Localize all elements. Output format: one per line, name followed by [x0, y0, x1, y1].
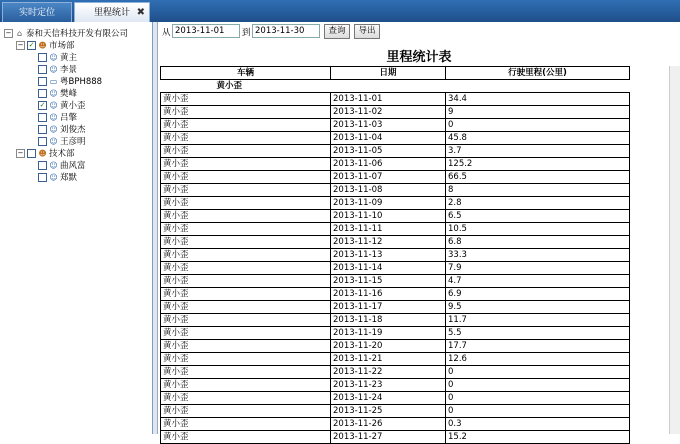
tree-node-member[interactable]: [38, 52, 77, 64]
vehicle-cell: 黄小歪: [161, 132, 331, 145]
table-row: [161, 327, 630, 340]
tab-bar: [0, 0, 680, 22]
table-row: [161, 431, 630, 444]
to-label: 到: [242, 28, 251, 38]
date-cell: 2013-11-12: [331, 236, 446, 249]
date-cell: 2013-11-15: [331, 275, 446, 288]
person-icon: ☺: [49, 53, 58, 62]
date-cell: 2013-11-16: [331, 288, 446, 301]
tree-label: 曲风富: [60, 161, 86, 171]
date-cell: 2013-11-02: [331, 106, 446, 119]
mileage-cell: 0: [446, 119, 630, 132]
mileage-cell: 7.9: [446, 262, 630, 275]
table-row: [161, 249, 630, 262]
person-icon: ☺: [49, 137, 58, 146]
collapse-icon[interactable]: −: [5, 29, 12, 37]
mileage-cell: 15.2: [446, 431, 630, 444]
date-cell: 2013-11-11: [331, 223, 446, 236]
vehicle-cell: 黄小歪: [161, 106, 331, 119]
tree-node-member[interactable]: [38, 64, 77, 76]
empty-cell: [446, 80, 630, 93]
mileage-cell: 8: [446, 184, 630, 197]
from-date-input[interactable]: 2013-11-01: [172, 24, 240, 38]
tree-label: 刘俊杰: [60, 125, 86, 135]
mileage-cell: 2.8: [446, 197, 630, 210]
tree-node-department[interactable]: [16, 40, 75, 52]
tree-node-member[interactable]: [38, 160, 86, 172]
vehicle-cell: 黄小歪: [161, 327, 331, 340]
group-label: 黄小歪: [216, 80, 243, 91]
vehicle-cell: 黄小歪: [161, 119, 331, 132]
table-row: [161, 158, 630, 171]
mileage-cell: 34.4: [446, 93, 630, 106]
vehicle-cell: 黄小歪: [161, 158, 331, 171]
date-cell: 2013-11-17: [331, 301, 446, 314]
vehicle-tree: [0, 22, 153, 434]
date-cell: 2013-11-03: [331, 119, 446, 132]
table-row: [161, 197, 630, 210]
vehicle-cell: 黄小歪: [161, 197, 331, 210]
table-row: [161, 236, 630, 249]
table-row: [161, 353, 630, 366]
date-cell: 2013-11-18: [331, 314, 446, 327]
checkbox[interactable]: [38, 65, 47, 74]
table-row: [161, 132, 630, 145]
vehicle-cell: 黄小歪: [161, 314, 331, 327]
tree-label: 郑默: [60, 173, 78, 183]
date-cell: 2013-11-01: [331, 93, 446, 106]
date-cell: 2013-11-10: [331, 210, 446, 223]
tree-label: 黄主: [60, 53, 78, 63]
checkbox[interactable]: [38, 173, 47, 182]
table-row: [161, 379, 630, 392]
vehicle-cell: 黄小歪: [161, 392, 331, 405]
person-icon: ☺: [49, 125, 58, 134]
checkbox[interactable]: [38, 53, 47, 62]
vehicle-cell: 黄小歪: [161, 340, 331, 353]
checkbox[interactable]: [38, 161, 47, 170]
vehicle-cell: 黄小歪: [161, 249, 331, 262]
date-cell: 2013-11-21: [331, 353, 446, 366]
table-row: [161, 171, 630, 184]
person-icon: ☺: [49, 89, 58, 98]
collapse-icon[interactable]: −: [17, 149, 24, 157]
vehicle-cell: 黄小歪: [161, 288, 331, 301]
mileage-cell: 66.5: [446, 171, 630, 184]
mileage-cell: 9: [446, 106, 630, 119]
close-icon[interactable]: ✖: [136, 7, 145, 18]
checkbox[interactable]: [38, 113, 47, 122]
vehicle-cell: 黄小歪: [161, 145, 331, 158]
vehicle-cell: 黄小歪: [161, 171, 331, 184]
collapse-icon[interactable]: −: [17, 41, 24, 49]
table-row: [161, 418, 630, 431]
car-icon: ▭: [49, 77, 58, 86]
date-cell: 2013-11-05: [331, 145, 446, 158]
vehicle-cell: 黄小歪: [161, 353, 331, 366]
mileage-cell: 4.7: [446, 275, 630, 288]
group-icon: ☻: [38, 149, 47, 158]
date-cell: 2013-11-13: [331, 249, 446, 262]
tree-label: 樊峰: [60, 89, 78, 99]
empty-cell: [331, 80, 446, 93]
vehicle-cell: 黄小歪: [161, 223, 331, 236]
tree-label: 泰和天信科技开发有限公司: [26, 29, 129, 39]
date-cell: 2013-11-09: [331, 197, 446, 210]
report-table-container: [158, 66, 680, 442]
tree-node-member[interactable]: [38, 76, 102, 88]
table-row: [161, 184, 630, 197]
vehicle-cell: 黄小歪: [161, 379, 331, 392]
date-cell: 2013-11-04: [331, 132, 446, 145]
tab-realtime-location[interactable]: [2, 2, 72, 22]
tree-node-member[interactable]: [38, 172, 77, 184]
date-cell: 2013-11-08: [331, 184, 446, 197]
person-icon: ☺: [49, 113, 58, 122]
table-row: [161, 210, 630, 223]
column-header-vehicle: 车辆: [161, 67, 331, 80]
query-button[interactable]: 查询: [324, 24, 350, 39]
date-cell: 2013-11-23: [331, 379, 446, 392]
vehicle-cell: 黄小歪: [161, 236, 331, 249]
tree-node-member[interactable]: [38, 124, 86, 136]
date-cell: 2013-11-22: [331, 366, 446, 379]
table-row: [161, 106, 630, 119]
tree-label: 吕擎: [60, 113, 78, 123]
tree-node-member[interactable]: [38, 100, 86, 112]
person-icon: ☺: [49, 173, 58, 182]
tree-label: 黄小歪: [60, 101, 86, 111]
tab-label: 里程统计: [93, 8, 130, 18]
tree-node-member[interactable]: [38, 112, 77, 124]
table-row: [161, 301, 630, 314]
vehicle-cell: 黄小歪: [161, 418, 331, 431]
tree-label: 市场部: [49, 41, 75, 51]
checkbox[interactable]: [38, 77, 47, 86]
group-icon: ☻: [38, 41, 47, 50]
mileage-table: [160, 66, 630, 444]
table-row: [161, 366, 630, 379]
mileage-cell: 6.9: [446, 288, 630, 301]
tree-node-member[interactable]: [38, 136, 86, 148]
date-cell: 2013-11-26: [331, 418, 446, 431]
mileage-cell: 0: [446, 379, 630, 392]
query-toolbar: [158, 22, 680, 42]
report-panel: [158, 22, 680, 442]
mileage-cell: 0: [446, 366, 630, 379]
mileage-cell: 0: [446, 392, 630, 405]
date-cell: 2013-11-25: [331, 405, 446, 418]
checkbox[interactable]: [27, 149, 36, 158]
mileage-cell: 6.5: [446, 210, 630, 223]
vehicle-cell: 黄小歪: [161, 301, 331, 314]
mileage-cell: 33.3: [446, 249, 630, 262]
vehicle-cell: 黄小歪: [161, 262, 331, 275]
home-icon: ⌂: [16, 29, 23, 38]
report-title: 里程统计表: [386, 50, 452, 65]
table-row: [161, 405, 630, 418]
mileage-cell: 6.8: [446, 236, 630, 249]
mileage-cell: 5.5: [446, 327, 630, 340]
table-row: [161, 314, 630, 327]
checkbox[interactable]: ✓: [39, 101, 46, 109]
tab-mileage-stats[interactable]: [74, 2, 150, 22]
vehicle-cell: 黄小歪: [161, 210, 331, 223]
tree-node-department[interactable]: [16, 148, 75, 160]
date-cell: 2013-11-07: [331, 171, 446, 184]
column-header-date: 日期: [331, 67, 446, 80]
mileage-cell: 0: [446, 405, 630, 418]
table-row: [161, 93, 630, 106]
vertical-scrollbar[interactable]: [669, 66, 680, 434]
mileage-cell: 45.8: [446, 132, 630, 145]
person-icon: ☺: [49, 161, 58, 170]
tree-label: 粤BPH888: [60, 77, 103, 87]
table-row: [161, 262, 630, 275]
table-row: [161, 288, 630, 301]
vehicle-cell: 黄小歪: [161, 431, 331, 444]
vehicle-cell: 黄小歪: [161, 366, 331, 379]
date-cell: 2013-11-19: [331, 327, 446, 340]
from-label: 从: [162, 28, 171, 38]
tree-node-company[interactable]: [4, 28, 128, 40]
to-date-input[interactable]: 2013-11-30: [252, 24, 320, 38]
tree-node-member[interactable]: [38, 88, 77, 100]
table-row: [161, 223, 630, 236]
checkbox[interactable]: [38, 137, 47, 146]
tree-label: 李景: [60, 65, 78, 75]
group-row: [161, 80, 630, 93]
mileage-cell: 12.6: [446, 353, 630, 366]
table-row: [161, 145, 630, 158]
date-cell: 2013-11-06: [331, 158, 446, 171]
person-icon: ☺: [49, 101, 58, 110]
table-row: [161, 340, 630, 353]
mileage-cell: 0.3: [446, 418, 630, 431]
date-cell: 2013-11-27: [331, 431, 446, 444]
vehicle-cell: 黄小歪: [161, 405, 331, 418]
vehicle-cell: 黄小歪: [161, 184, 331, 197]
export-button[interactable]: 导出: [354, 24, 380, 39]
mileage-cell: 11.7: [446, 314, 630, 327]
mileage-cell: 9.5: [446, 301, 630, 314]
table-row: [161, 275, 630, 288]
vehicle-cell: 黄小歪: [161, 93, 331, 106]
checkbox[interactable]: [38, 125, 47, 134]
mileage-cell: 17.7: [446, 340, 630, 353]
mileage-cell: 125.2: [446, 158, 630, 171]
date-cell: 2013-11-24: [331, 392, 446, 405]
tree-label: 王彦明: [60, 137, 86, 147]
tree-label: 技术部: [49, 149, 75, 159]
checkbox[interactable]: ✓: [28, 41, 35, 49]
table-header-row: [161, 67, 630, 80]
checkbox[interactable]: [38, 89, 47, 98]
person-icon: ☺: [49, 65, 58, 74]
mileage-cell: 10.5: [446, 223, 630, 236]
mileage-cell: 3.7: [446, 145, 630, 158]
tab-label: 实时定位: [18, 8, 55, 18]
date-cell: 2013-11-20: [331, 340, 446, 353]
column-header-mileage: 行驶里程(公里): [446, 67, 630, 80]
vehicle-cell: 黄小歪: [161, 275, 331, 288]
table-row: [161, 119, 630, 132]
table-row: [161, 392, 630, 405]
date-cell: 2013-11-14: [331, 262, 446, 275]
